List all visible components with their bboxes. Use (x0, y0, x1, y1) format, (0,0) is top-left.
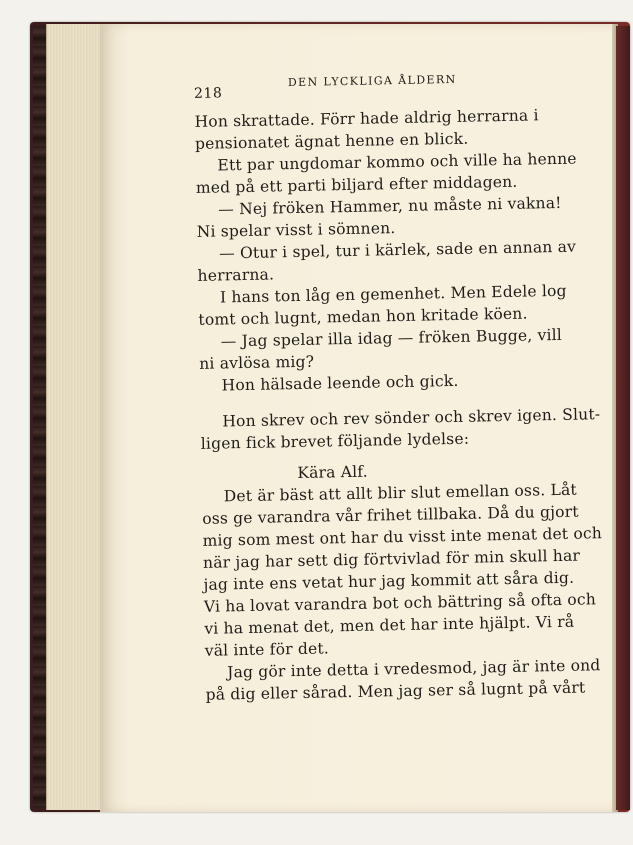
text-line: Jag gör inte detta i vredesmod, jag är inte ond (227, 656, 601, 682)
text-line: — Otur i spel, tur i kärlek, sade en annan av (218, 237, 577, 263)
text-line: herrarna. (197, 265, 275, 285)
text-line: vi ha menat det, men det har inte hjälpt. Vi rå (204, 612, 575, 638)
text-line: ligen fick brevet följande lydelse: (200, 429, 470, 453)
text-line: oss ge varandra vår frihet tillbaka. Då du gjort (202, 502, 579, 528)
page-number: 218 (193, 85, 223, 102)
text-line: jag inte ens vetat hur jag kommit att såra dig. (203, 568, 575, 594)
text-line: på dig eller sårad. Men jag ser så lugnt på vårt (205, 678, 586, 704)
text-line: Vi ha lovat varandra bot och bättring så ofta och (203, 590, 597, 616)
text-line: pensionatet ägnat henne en blick. (194, 129, 469, 153)
text-line: Hon skrev och rev sönder och skrev igen. Slut- (222, 405, 601, 431)
text-line: Ett par ungdomar kommo och ville ha henne (217, 149, 577, 175)
text-line: när jag har sett dig förtvivlad för min skull har (202, 546, 581, 572)
text-line: Hon skrattade. Förr hade aldrig herrarna i (194, 106, 539, 131)
text-line: Ni spelar visst i sömnen. (196, 219, 396, 241)
text-line: tomt och lugnt, medan hon kritade köen. (198, 304, 528, 329)
text-line: väl inte för det. (204, 639, 330, 660)
text-line: — Jag spelar illa idag — fröken Bugge, vill (220, 325, 563, 351)
running-title: DEN LYCKLIGA ÅLDERN (287, 72, 457, 90)
text-line: I hans ton låg en gemenhet. Men Edele log (219, 281, 567, 307)
text-line: ni avlösa mig? (199, 352, 315, 373)
text-line: — Nej fröken Hammer, nu måste ni vakna! (218, 193, 562, 219)
text-line: mig som mest ont har du visst inte menat det och (202, 524, 603, 550)
text-line: Det är bäst att allt blir slut emellan oss. Låt (223, 480, 578, 506)
text-line: med på ett parti biljard efter middagen. (195, 172, 518, 197)
text-line: Hon hälsade leende och gick. (221, 371, 459, 395)
letter-salutation: Kära Alf. (297, 462, 369, 483)
